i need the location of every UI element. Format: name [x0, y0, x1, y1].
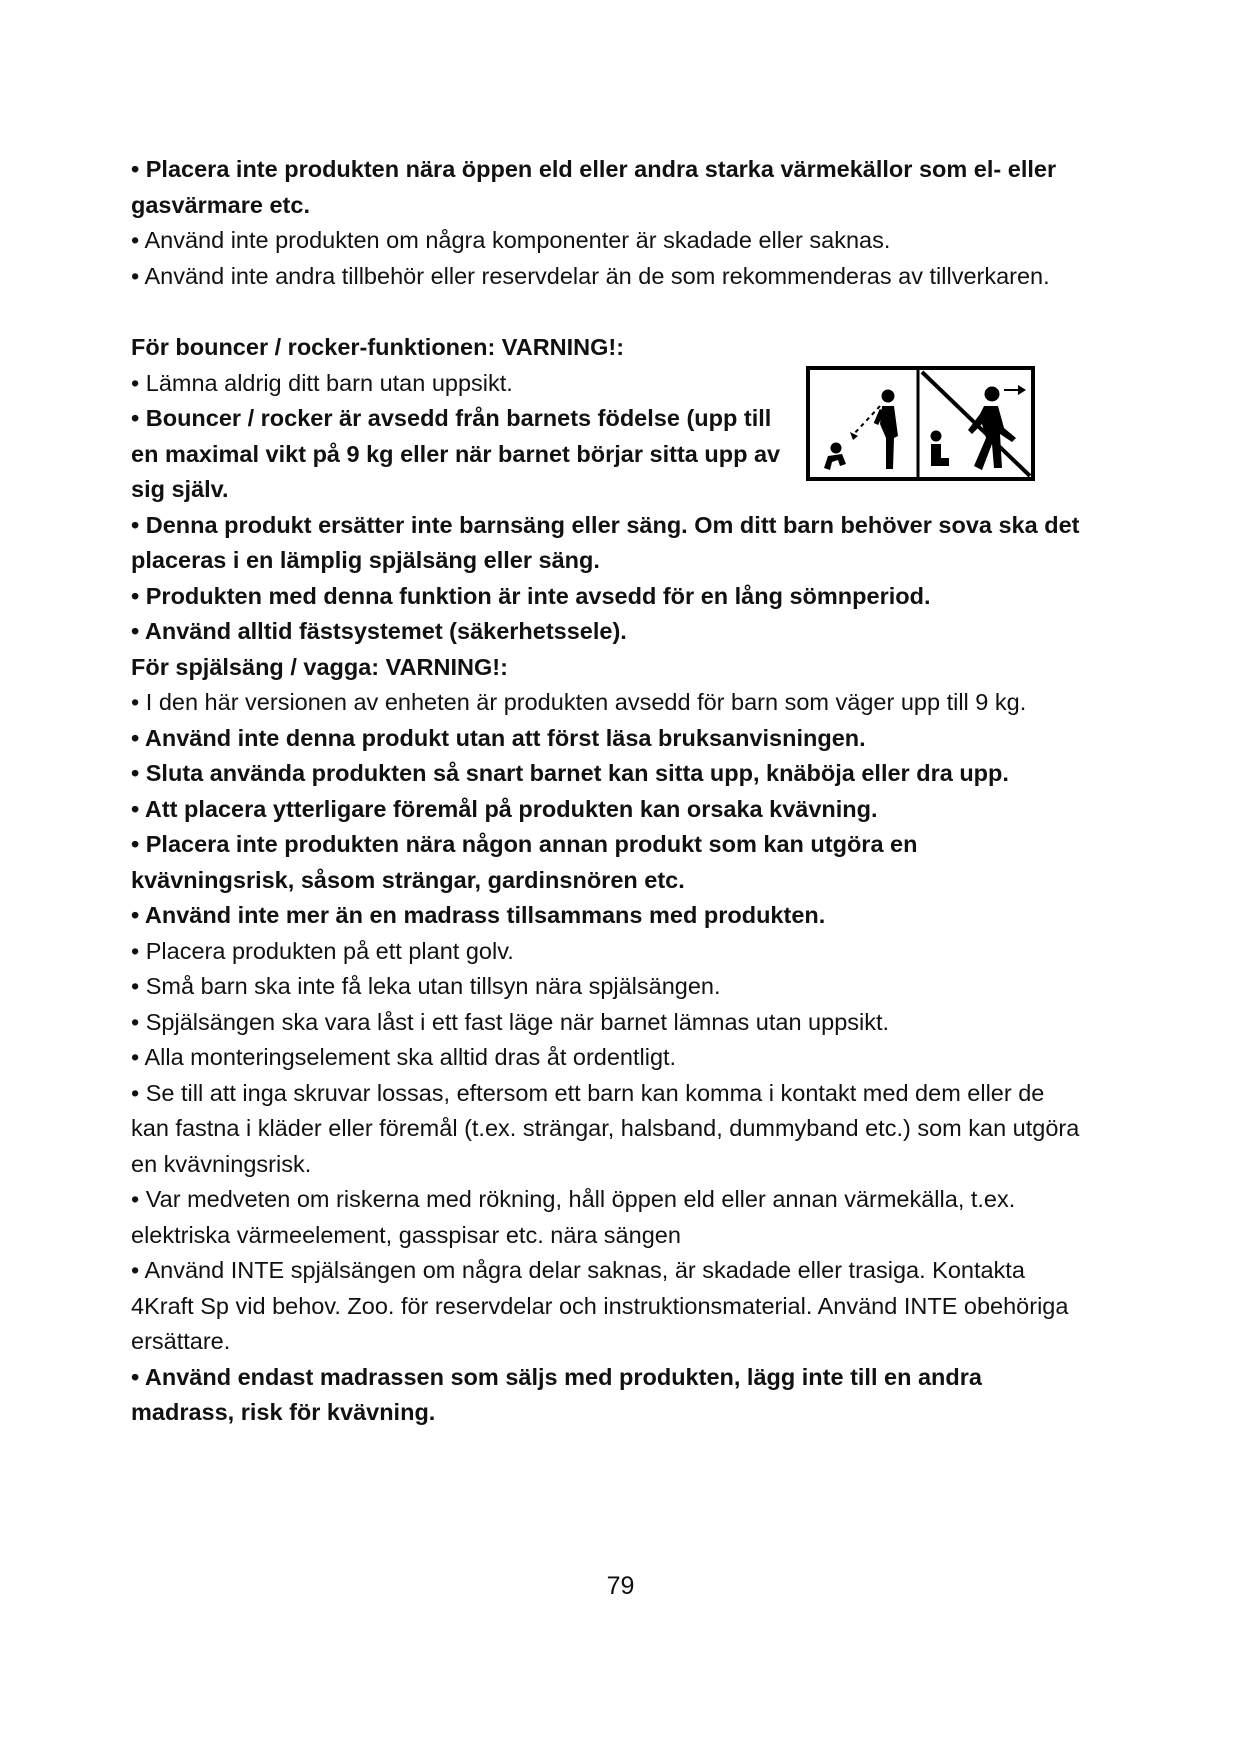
heading-cot-warning: För spjälsäng / vagga: VARNING!: — [131, 653, 508, 680]
paragraph-bouncer-age-weight: • Bouncer / rocker är avsedd från barnets födelse (upp till en maximal vikt på 9 kg eller när barnet börjar sitta upp av sig själv. — [131, 405, 781, 502]
section-spacer — [131, 294, 1081, 330]
paragraph-tighten-fittings: • Alla monteringselement ska alltid dras åt ordentligt. — [131, 1044, 677, 1070]
paragraph-one-mattress: • Använd inte mer än en madrass tillsammans med produkten. — [131, 902, 826, 928]
page-body — [131, 152, 1081, 1431]
unsupervised-scene — [922, 372, 1030, 476]
paragraph-missing-parts: • Använd INTE spjälsängen om några delar saknas, är skadade eller trasiga. Kontakta 4Kraft Sp vid behov. Zoo. för reservdelar och instruktionsmaterial. Använd INTE obehöriga ersättare. — [131, 1257, 1069, 1354]
paragraph-smoking-fire-risk: • Var medveten om riskerna med rökning, håll öppen eld eller annan värmekälla, t.ex. elektriska värmeelement, gasspisar etc. nära sängen — [131, 1186, 1016, 1248]
paragraph-not-for-long-sleep: • Produkten med denna funktion är inte avsedd för en lång sömnperiod. — [131, 582, 931, 609]
paragraph-not-a-bed: • Denna produkt ersätter inte barnsäng eller säng. Om ditt barn behöver sova ska det placeras i en lämplig spjälsäng eller säng. — [131, 511, 1080, 573]
heading-bouncer-warning: För bouncer / rocker-funktionen: VARNING!: — [131, 334, 625, 360]
paragraph-stop-using: • Sluta använda produkten så snart barnet kan sitta upp, knäböja eller dra upp. — [131, 760, 1009, 786]
paragraph-original-mattress: • Använd endast madrassen som säljs med produkten, lägg inte till en andra madrass, risk för kvävning. — [131, 1363, 982, 1425]
paragraph-read-instructions: • Använd inte denna produkt utan att först läsa bruksanvisningen. — [131, 724, 866, 751]
paragraph-damaged-components: • Använd inte produkten om några komponenter är skadade eller saknas. — [131, 227, 891, 253]
paragraph-level-floor: • Placera produkten på ett plant golv. — [131, 937, 514, 964]
paragraph-never-unattended: • Lämna aldrig ditt barn utan uppsikt. — [131, 369, 513, 396]
paragraph-extra-items: • Att placera ytterligare föremål på produkten kan orsaka kvävning. — [131, 795, 878, 822]
paragraph-accessories: • Använd inte andra tillbehör eller reservdelar än de som rekommenderas av tillverkaren. — [131, 262, 1050, 289]
paragraph-supervision: • Små barn ska inte få leka utan tillsyn nära spjälsängen. — [131, 973, 721, 999]
paragraph-heat-sources: • Placera inte produkten nära öppen eld eller andra starka värmekällor som el- eller gasvärmare etc. — [131, 156, 1057, 218]
supervised-scene — [824, 390, 898, 470]
page-number: 79 — [606, 1572, 635, 1600]
paragraph-loose-screws: • Se till att inga skruvar lossas, eftersom ett barn kan komma i kontakt med dem eller de kan fastna i kläder eller föremål (t.ex. strängar, halsband, dummyband etc.) som kan utgöra en kvävningsrisk. — [131, 1079, 1080, 1177]
paragraph-use-harness: • Använd alltid fästsystemet (säkerhetssele). — [131, 618, 627, 644]
paragraph-cot-weight: • I den här versionen av enheten är produkten avsedd för barn som väger upp till 9 kg. — [131, 689, 1027, 715]
paragraph-strangulation-risk: • Placera inte produkten nära någon annan produkt som kan utgöra en kvävningsrisk, såsom strängar, gardinsnören etc. — [131, 831, 918, 893]
do-not-leave-child-unattended-icon — [806, 366, 1035, 481]
paragraph-locked-position: • Spjälsängen ska vara låst i ett fast läge när barnet lämnas utan uppsikt. — [131, 1008, 890, 1035]
